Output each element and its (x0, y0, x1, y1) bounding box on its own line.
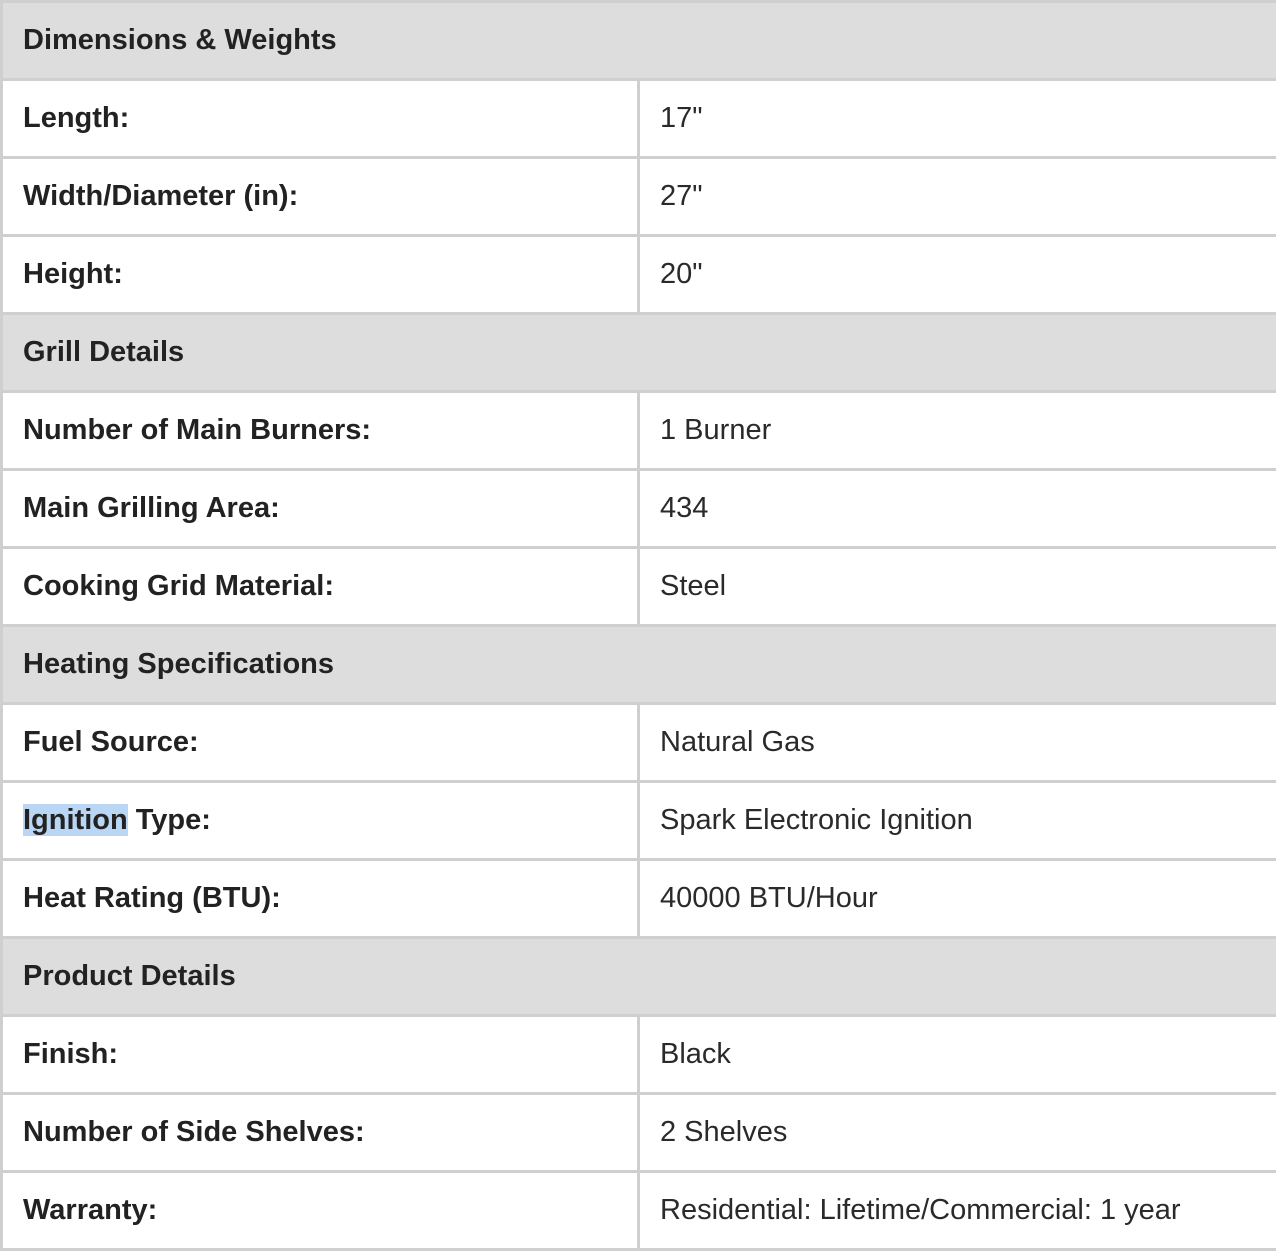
spec-value-heat-rating: 40000 BTU/Hour (639, 860, 1276, 938)
spec-value-grilling-area: 434 (639, 470, 1276, 548)
section-title-product-details: Product Details (2, 938, 1276, 1016)
spec-value-warranty: Residential: Lifetime/Commercial: 1 year (639, 1172, 1276, 1250)
spec-label-warranty: Warranty: (2, 1172, 639, 1250)
spec-label-finish: Finish: (2, 1016, 639, 1094)
table-row (2, 1016, 1276, 1094)
section-header-row (2, 2, 1276, 80)
spec-label-grilling-area: Main Grilling Area: (2, 470, 639, 548)
spec-label-fuel-source: Fuel Source: (2, 704, 639, 782)
spec-value-finish: Black (639, 1016, 1276, 1094)
table-row (2, 236, 1276, 314)
spec-label-side-shelves: Number of Side Shelves: (2, 1094, 639, 1172)
spec-label-main-burners: Number of Main Burners: (2, 392, 639, 470)
spec-value-ignition-type: Spark Electronic Ignition (639, 782, 1276, 860)
table-row (2, 782, 1276, 860)
section-header-row (2, 626, 1276, 704)
spec-label-width-diameter: Width/Diameter (in): (2, 158, 639, 236)
table-row (2, 860, 1276, 938)
table-row (2, 80, 1276, 158)
section-header-row (2, 938, 1276, 1016)
section-title-grill-details: Grill Details (2, 314, 1276, 392)
spec-label-ignition-type-rest: Type: (127, 804, 211, 836)
table-row (2, 1172, 1276, 1250)
spec-value-height: 20" (639, 236, 1276, 314)
table-row (2, 470, 1276, 548)
spec-label-heat-rating: Heat Rating (BTU): (2, 860, 639, 938)
table-row (2, 1094, 1276, 1172)
spec-value-main-burners: 1 Burner (639, 392, 1276, 470)
spec-value-length: 17" (639, 80, 1276, 158)
spec-label-length: Length: (2, 80, 639, 158)
spec-value-grid-material: Steel (639, 548, 1276, 626)
table-row (2, 548, 1276, 626)
spec-label-height: Height: (2, 236, 639, 314)
table-row (2, 704, 1276, 782)
spec-label-ignition-type (2, 782, 639, 860)
section-header-row (2, 314, 1276, 392)
table-row (2, 158, 1276, 236)
selected-text-highlight: Ignition (23, 804, 128, 836)
spec-value-fuel-source: Natural Gas (639, 704, 1276, 782)
spec-value-width-diameter: 27" (639, 158, 1276, 236)
section-title-heating-specifications: Heating Specifications (2, 626, 1276, 704)
spec-label-grid-material: Cooking Grid Material: (2, 548, 639, 626)
section-title-dimensions-weights: Dimensions & Weights (2, 2, 1276, 80)
spec-value-side-shelves: 2 Shelves (639, 1094, 1276, 1172)
table-row (2, 392, 1276, 470)
